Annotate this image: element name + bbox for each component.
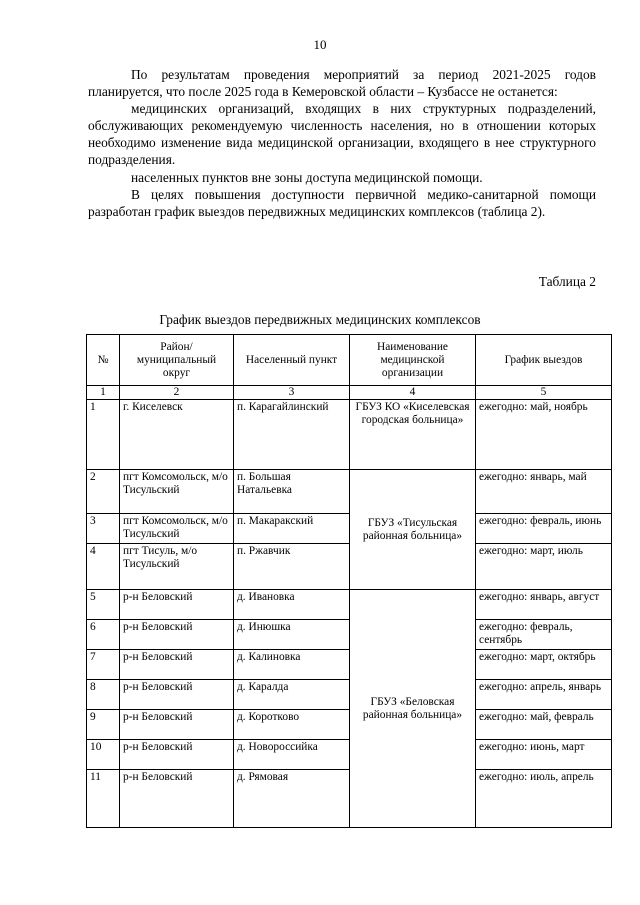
column-header: Район/ муниципальный округ <box>120 335 234 386</box>
column-header: Населенный пункт <box>234 335 350 386</box>
district-cell: р-н Беловский <box>120 740 234 770</box>
row-number: 3 <box>87 514 120 544</box>
column-header: Наименование медицинской организации <box>350 335 476 386</box>
schedule-cell: ежегодно: июнь, март <box>476 740 612 770</box>
row-number: 6 <box>87 620 120 650</box>
schedule-cell: ежегодно: май, февраль <box>476 710 612 740</box>
table-label: Таблица 2 <box>538 274 596 289</box>
column-number-row <box>87 386 612 400</box>
column-number: 4 <box>350 386 476 400</box>
table-row <box>87 400 612 470</box>
schedule-cell: ежегодно: март, июль <box>476 544 612 590</box>
settlement-cell: п. Большая Натальевка <box>234 470 350 514</box>
table-title: График выездов передвижных медицинских комплексов <box>159 312 481 327</box>
row-number: 9 <box>87 710 120 740</box>
paragraph: По результатам проведения мероприятий за период 2021-2025 годов планируется, что после 2025 года в Кемеровской области – Кузбассе не останется: <box>88 67 596 100</box>
district-cell: г. Киселевск <box>120 400 234 470</box>
schedule-cell: ежегодно: февраль, июнь <box>476 514 612 544</box>
district-cell: р-н Беловский <box>120 680 234 710</box>
table-row <box>87 620 612 650</box>
settlement-cell: д. Рямовая <box>234 770 350 828</box>
row-number: 10 <box>87 740 120 770</box>
district-cell: пгт Комсомольск, м/о Тисульский <box>120 514 234 544</box>
row-number: 4 <box>87 544 120 590</box>
table-header-row <box>87 335 612 386</box>
table-row <box>87 770 612 828</box>
table-row <box>87 590 612 620</box>
organization-cell: ГБУЗ «Беловская районная больница» <box>350 590 476 828</box>
district-cell: р-н Беловский <box>120 590 234 620</box>
table-row <box>87 680 612 710</box>
district-cell: р-н Беловский <box>120 710 234 740</box>
row-number: 11 <box>87 770 120 828</box>
column-header: № <box>87 335 120 386</box>
table-row <box>87 650 612 680</box>
schedule-cell: ежегодно: февраль, сентябрь <box>476 620 612 650</box>
body-text <box>88 66 596 220</box>
settlement-cell: д. Новороссийка <box>234 740 350 770</box>
district-cell: пгт Комсомольск, м/о Тисульский <box>120 470 234 514</box>
table-row <box>87 740 612 770</box>
schedule-cell: ежегодно: апрель, январь <box>476 680 612 710</box>
settlement-cell: п. Карагайлинский <box>234 400 350 470</box>
schedule-cell: ежегодно: январь, август <box>476 590 612 620</box>
row-number: 2 <box>87 470 120 514</box>
table-row <box>87 470 612 514</box>
schedule-table <box>86 334 612 828</box>
schedule-cell: ежегодно: май, ноябрь <box>476 400 612 470</box>
row-number: 8 <box>87 680 120 710</box>
organization-cell: ГБУЗ КО «Киселевская городская больница» <box>350 400 476 470</box>
row-number: 1 <box>87 400 120 470</box>
column-header: График выездов <box>476 335 612 386</box>
schedule-cell: ежегодно: июль, апрель <box>476 770 612 828</box>
organization-cell: ГБУЗ «Тисульская районная больница» <box>350 470 476 590</box>
column-number: 5 <box>476 386 612 400</box>
table-row <box>87 514 612 544</box>
row-number: 5 <box>87 590 120 620</box>
settlement-cell: п. Макаракский <box>234 514 350 544</box>
column-number: 2 <box>120 386 234 400</box>
settlement-cell: д. Ивановка <box>234 590 350 620</box>
district-cell: пгт Тисуль, м/о Тисульский <box>120 544 234 590</box>
table-row <box>87 544 612 590</box>
district-cell: р-н Беловский <box>120 620 234 650</box>
schedule-cell: ежегодно: январь, май <box>476 470 612 514</box>
settlement-cell: д. Каралда <box>234 680 350 710</box>
settlement-cell: д. Калиновка <box>234 650 350 680</box>
settlement-cell: п. Ржавчик <box>234 544 350 590</box>
settlement-cell: д. Инюшка <box>234 620 350 650</box>
schedule-cell: ежегодно: март, октябрь <box>476 650 612 680</box>
table-row <box>87 710 612 740</box>
paragraph: населенных пунктов вне зоны доступа медицинской помощи. <box>131 169 483 185</box>
column-number: 1 <box>87 386 120 400</box>
district-cell: р-н Беловский <box>120 650 234 680</box>
paragraph: медицинских организаций, входящих в них структурных подразделений, обслуживающих рекомендуемую численность населения, но в отношении которых необходимо изменение вида медицинской организации, входящего в нее структурного подразделения. <box>88 101 596 168</box>
row-number: 7 <box>87 650 120 680</box>
settlement-cell: д. Коротково <box>234 710 350 740</box>
paragraph: В целях повышения доступности первичной медико-санитарной помощи разработан график выездов передвижных медицинских комплексов (таблица 2). <box>88 186 596 219</box>
district-cell: р-н Беловский <box>120 770 234 828</box>
page-number: 10 <box>313 37 327 52</box>
column-number: 3 <box>234 386 350 400</box>
